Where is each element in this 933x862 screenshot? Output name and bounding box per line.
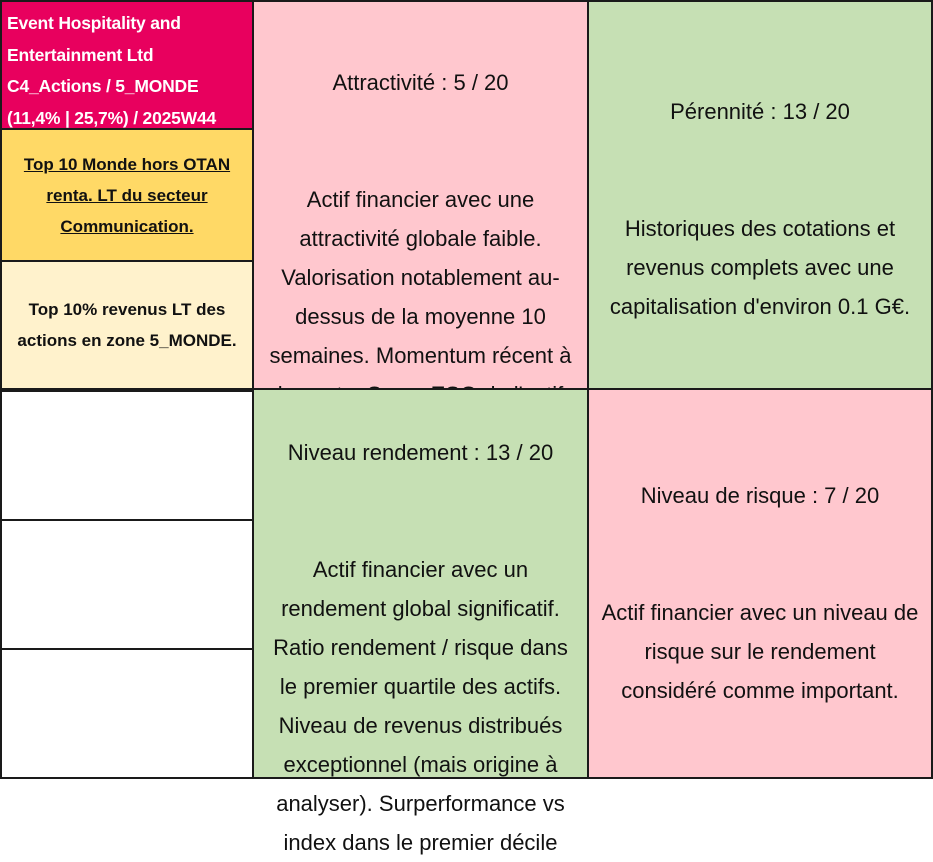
rendement-spacer bbox=[273, 472, 568, 511]
top10-revenus-badge bbox=[0, 260, 254, 390]
attractivite-spacer bbox=[269, 102, 571, 141]
perennite-title: Pérennité : 13 / 20 bbox=[670, 98, 850, 124]
attractivite-text: Actif financier avec une attractivité globale faible. Valorisation notablement au- dessus de la moyenne 10 semaines. Momentum récent à bbox=[269, 187, 572, 368]
perennite-spacer bbox=[610, 131, 910, 170]
empty-cell-1 bbox=[0, 390, 254, 521]
rendement-block bbox=[273, 394, 568, 862]
perennite-block bbox=[610, 53, 910, 326]
top10-otan-text: Top 10 Monde hors OTAN renta. LT du secteur Communication. bbox=[23, 154, 231, 236]
attractivite-cell bbox=[252, 0, 589, 390]
top10-otan-badge bbox=[0, 128, 254, 262]
attractivite-title: Attractivité : 5 / 20 bbox=[332, 70, 509, 95]
perennite-cell bbox=[587, 0, 933, 390]
risque-block bbox=[602, 437, 919, 710]
empty-cell-3 bbox=[0, 648, 254, 779]
rendement-text: Actif financier avec un rendement global significatif. Ratio rendement / risque dans le premier quartile des actifs. Niveau de revenus distribués exceptionnel (mais origine à analyser). Surperformance vs index dans le premier décile bbox=[273, 557, 568, 855]
risque-spacer bbox=[602, 515, 919, 554]
rendement-title: Niveau rendement : 13 / 20 bbox=[287, 440, 554, 465]
risque-title: Niveau de risque : 7 / 20 bbox=[640, 483, 880, 508]
empty-cell-2 bbox=[0, 519, 254, 650]
asset-title: Event Hospitality and Entertainment Ltd C4_Actions / 5_MONDE (11,4% | 25,7%) / 2025W44 bbox=[7, 13, 217, 128]
top10-revenus-text: Top 10% revenus LT des actions en zone 5_MONDE. bbox=[17, 300, 237, 350]
perennite-text: Historiques des cotations et revenus complets avec une capitalisation d'environ 0.1 G€. bbox=[609, 215, 911, 319]
risque-text: Actif financier avec un niveau de risque sur le rendement considéré comme important. bbox=[601, 600, 919, 703]
risque-cell bbox=[587, 388, 933, 779]
rendement-cell bbox=[252, 388, 589, 855]
asset-title-cell bbox=[0, 0, 254, 130]
